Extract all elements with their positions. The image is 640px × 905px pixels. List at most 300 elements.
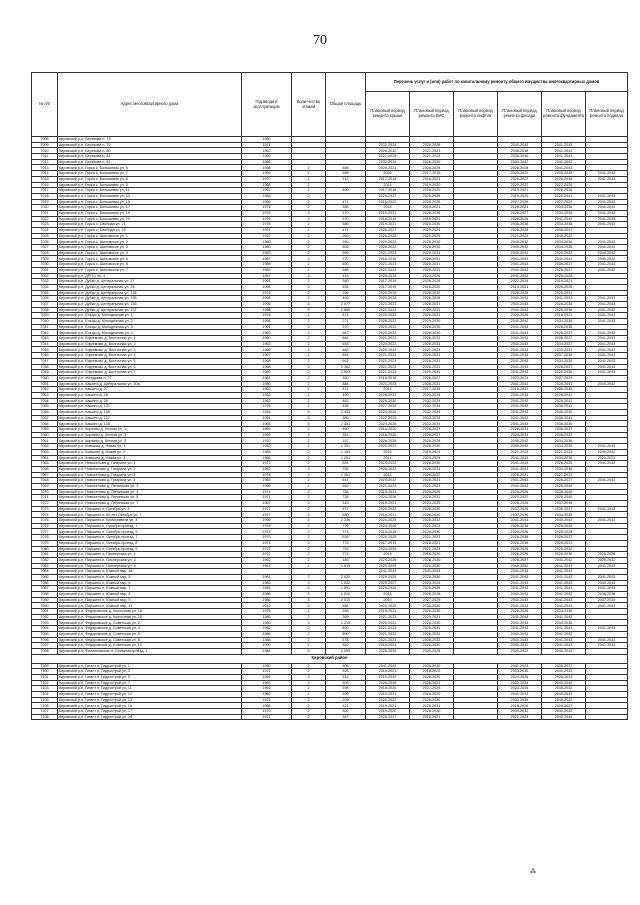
table-cell: 1980 <box>242 614 292 620</box>
table-cell: 3 <box>292 273 326 279</box>
table-cell: 2041-2043 <box>542 580 586 586</box>
table-cell: 2026-2028 <box>410 142 454 148</box>
table-cell: 2023-2024 <box>498 375 542 381</box>
table-cell: Кировский р-н, Ельцы д, Молодежная ул, 3 <box>58 324 242 330</box>
table-cell: Кировский р-н, Паршино п, Южный мкр, 8 <box>58 592 242 598</box>
table-cell: 2024-2026 <box>498 686 542 692</box>
table-cell: 2040-2042 <box>542 686 586 692</box>
table-cell: 2026-2027 <box>410 432 454 438</box>
table-cell: 2 <box>292 267 326 273</box>
table-cell: 302 <box>326 709 366 715</box>
table-cell: 2026-2031 <box>410 626 454 632</box>
table-cell: 7077 <box>32 529 58 535</box>
table-cell: 2026-2027 <box>410 375 454 381</box>
table-cell: 2026-2030 <box>410 697 454 703</box>
table-cell: 2019-2021 <box>542 279 586 285</box>
table-cell: 5 <box>292 421 326 427</box>
table-cell: 398 <box>326 686 366 692</box>
table-cell: Кировский р-н, Гигант п, Гидрострой ул, 15 <box>58 703 242 709</box>
table-cell: Кировский р-н, Дубки д, Центральная ул, 136 <box>58 301 242 307</box>
table-cell: 7037 <box>32 301 58 307</box>
table-cell: 418 <box>326 273 366 279</box>
table-cell: 1960 <box>242 245 292 251</box>
table-cell: 1954 <box>242 284 292 290</box>
table-cell: 2026-2030 <box>410 709 454 715</box>
table-cell: 2020-2025 <box>410 501 454 507</box>
table-cell: 2026-2026 <box>498 552 542 558</box>
table-cell: 2041-2043 <box>498 256 542 262</box>
table-cell: 7020 <box>32 205 58 211</box>
table-cell: 2024-2026 <box>366 421 410 427</box>
table-cell: 1962 <box>242 148 292 154</box>
table-cell: 2036-2040 <box>542 421 586 427</box>
table-cell: 2041-2043 <box>542 643 586 649</box>
table-cell: 1970 <box>242 438 292 444</box>
table-cell: 2026-2030 <box>410 620 454 626</box>
table-cell: 2026-2026 <box>498 703 542 709</box>
table-cell: 1963 <box>242 330 292 336</box>
table-cell: 2 <box>292 692 326 698</box>
table-cell: 2021-2023 <box>410 523 454 529</box>
table-cell: 2019-2020 <box>366 709 410 715</box>
table-cell: 2021-2023 <box>410 535 454 541</box>
table-cell: 1978 <box>242 472 292 478</box>
table-cell: 2014 <box>366 455 410 461</box>
table-cell: 2021-2023 <box>366 262 410 268</box>
table-cell: 2027-2029 <box>366 404 410 410</box>
table-cell: 1981 <box>242 574 292 580</box>
table-cell: 793 <box>326 546 366 552</box>
table-cell: 2027-2029 <box>542 199 586 205</box>
table-cell: 7042 <box>32 330 58 336</box>
table-cell: 2026-2030 <box>410 609 454 615</box>
table-cell: Кировский р-н, Кашино д, 27 <box>58 387 242 393</box>
table-cell: 1 251 <box>326 444 366 450</box>
table-cell: 2041-2043 <box>498 415 542 421</box>
table-cell: 7101 <box>32 674 58 680</box>
table-cell: 986 <box>326 603 366 609</box>
table-cell: 7056 <box>32 410 58 416</box>
table-cell: 2019-2021 <box>366 669 410 675</box>
table-cell: 1971 <box>242 495 292 501</box>
table-cell: 1961 <box>242 324 292 330</box>
table-cell: 1937 <box>242 233 292 239</box>
header-services-group: Перечень услуг и (или) работ по капитальному ремонту общего имущества многоквартирных домов <box>366 73 628 92</box>
table-cell: 2021-2023 <box>366 336 410 342</box>
table-cell: 1 261 <box>326 472 366 478</box>
table-cell: 2016-2020 <box>366 686 410 692</box>
table-cell: 2041-2043 <box>498 592 542 598</box>
table-cell: 2041-2043 <box>498 461 542 467</box>
table-cell: 2034-2036 <box>542 444 586 450</box>
table-cell: 1975 <box>242 609 292 615</box>
table-cell: Кировский р-н, Дубки д, Центральная ул, 28 <box>58 284 242 290</box>
table-cell: 7013 <box>32 165 58 171</box>
table-cell: 2015 <box>366 205 410 211</box>
table-cell: 2026-2030 <box>366 148 410 154</box>
table-cell: 2041-2043 <box>498 392 542 398</box>
table-cell: 7102 <box>32 680 58 686</box>
table-cell: 2041-2043 <box>586 364 628 370</box>
table-cell: 2 <box>292 449 326 455</box>
table-cell: 2019-2020 <box>366 674 410 680</box>
table-cell: 2032-2034 <box>410 398 454 404</box>
table-cell: 654 <box>326 353 366 359</box>
table-cell: Кировский р-н, ДРП-1 нп, 4 <box>58 273 242 279</box>
table-cell: 2021-2023 <box>498 449 542 455</box>
table-cell: Кировский р-н, Горка с, Большевик ул, 8 <box>58 176 242 182</box>
table-cell: 5 <box>292 410 326 416</box>
table-cell: 1983 <box>242 250 292 256</box>
table-cell: 7104 <box>32 692 58 698</box>
table-cell: 2 <box>292 478 326 484</box>
table-cell: Кировский р-н, Ефремово д, Восточная ул, 5 <box>58 358 242 364</box>
table-cell: 2041-2043 <box>586 199 628 205</box>
table-cell: 7040 <box>32 319 58 325</box>
table-cell: 2015 <box>366 449 410 455</box>
table-cell: 351 <box>326 432 366 438</box>
table-cell: 2029-2034 <box>410 392 454 398</box>
table-cell: 3 <box>292 597 326 603</box>
table-cell: 2 <box>292 324 326 330</box>
table-cell: 736 <box>326 489 366 495</box>
table-cell: 471 <box>326 199 366 205</box>
table-cell: 2 382 <box>326 364 366 370</box>
table-cell: 1952 <box>242 398 292 404</box>
table-cell: 2041-2043 <box>586 370 628 376</box>
table-cell: 1984 <box>242 648 292 654</box>
table-cell: 2041-2043 <box>410 569 454 575</box>
table-cell: 1963 <box>242 341 292 347</box>
table-cell: 2041-2043 <box>498 569 542 575</box>
table-cell: 2 <box>292 714 326 720</box>
table-cell: 658 <box>326 165 366 171</box>
table-cell: 2041-2043 <box>542 597 586 603</box>
table-cell: 765 <box>326 466 366 472</box>
table-cell: 7060 <box>32 432 58 438</box>
table-cell: Кировский р-н, Киреево д, Лесная ул, 3 <box>58 432 242 438</box>
table-cell: 7016 <box>32 182 58 188</box>
table-cell: 471 <box>326 228 366 234</box>
table-cell: 2026-2021 <box>498 205 542 211</box>
table-cell: 7099 <box>32 663 58 669</box>
table-cell: 1952 <box>242 392 292 398</box>
table-cell: 1 891 <box>326 586 366 592</box>
table-cell: 2 <box>292 461 326 467</box>
table-cell: 2041-2043 <box>498 692 542 698</box>
table-cell: 2026-2037 <box>542 364 586 370</box>
table-cell: 2020-2030 <box>410 222 454 228</box>
table-cell: 7012 <box>32 159 58 165</box>
table-cell: 2016-2021 <box>410 714 454 720</box>
table-cell: 884 <box>326 381 366 387</box>
table-cell: 1954 <box>242 415 292 421</box>
table-cell: Кировский р-н, Федоровское д, Советская ул, 10 <box>58 643 242 649</box>
table-cell: 2 <box>292 290 326 296</box>
table-cell: 2 <box>292 483 326 489</box>
table-cell: 2021-2023 <box>366 364 410 370</box>
table-cell: 2 <box>292 669 326 675</box>
table-cell: 2 <box>292 540 326 546</box>
table-cell: Кировский р-н, Гигант п, Гидрострой ул, 11 <box>58 686 242 692</box>
table-cell: Кировский р-н, Кашино д, 136 <box>58 410 242 416</box>
table-cell: 1978 <box>242 222 292 228</box>
table-cell: 7052 <box>32 387 58 393</box>
table-cell: 2041-2043 <box>498 364 542 370</box>
table-cell: 2 <box>292 398 326 404</box>
table-cell: 2019-2021 <box>366 210 410 216</box>
table-cell: 7031 <box>32 267 58 273</box>
table-cell: 565 <box>326 245 366 251</box>
table-cell: 2034-2036 <box>542 245 586 251</box>
table-cell: 2026-2026 <box>498 529 542 535</box>
table-cell: 2 <box>292 643 326 649</box>
table-cell: Кировский р-н, Березова п, 79 <box>58 142 242 148</box>
table-cell: 2 <box>292 626 326 632</box>
table-cell: 7033 <box>32 279 58 285</box>
table-cell: 1971 <box>242 669 292 675</box>
table-cell: 7048 <box>32 364 58 370</box>
table-cell: 2034-2036 <box>542 438 586 444</box>
table-cell: 2026-2022 <box>366 392 410 398</box>
table-cell: 7028 <box>32 250 58 256</box>
table-cell: 2 <box>292 637 326 643</box>
table-cell: 2026-2026 <box>586 552 628 558</box>
table-cell: 653 <box>326 341 366 347</box>
table-cell: 2041-2043 <box>498 597 542 603</box>
table-cell: Кировский р-н, Дубки д, Центральная ул, 27 <box>58 279 242 285</box>
table-cell: Кировский р-н, Паршино п, Пионерская ул, 2 <box>58 557 242 563</box>
table-cell: 2 <box>292 495 326 501</box>
table-cell: 2040-2043 <box>586 580 628 586</box>
table-cell: Кировский р-н, Жердевка п, 27 <box>58 375 242 381</box>
table-cell: 2040-2042 <box>542 714 586 720</box>
table-cell: 2021-2023 <box>410 148 454 154</box>
table-cell: 712 <box>326 176 366 182</box>
table-cell: 2020-2025 <box>410 233 454 239</box>
table-cell: 2041-2043 <box>586 267 628 273</box>
table-cell: 321 <box>326 703 366 709</box>
table-cell: 2022-2024 <box>498 279 542 285</box>
table-cell: 2040-2042 <box>542 557 586 563</box>
table-cell: Кировский р-н, Паршино п, Южный мкр, 6 <box>58 580 242 586</box>
table-cell: 2026-2027 <box>542 267 586 273</box>
table-cell: 2024-2026 <box>410 273 454 279</box>
table-cell: 271 <box>326 319 366 325</box>
table-cell: 2026-2028 <box>410 165 454 171</box>
table-cell: 2 <box>292 472 326 478</box>
table-cell: Кировский р-н, Паршино п, Октябрь ул, 3 <box>58 506 242 512</box>
table-cell: 490 <box>326 188 366 194</box>
table-cell: 2021-2023 <box>366 353 410 359</box>
table-cell: 2 <box>292 336 326 342</box>
table-cell: 588 <box>326 267 366 273</box>
table-cell: 2 <box>292 709 326 715</box>
table-cell: 2026-2026 <box>498 489 542 495</box>
table-cell: 2033-2035 <box>498 697 542 703</box>
table-cell: 2 <box>292 392 326 398</box>
table-cell: 2040-2042 <box>586 381 628 387</box>
table-cell: Кировский р-н, Ефремово д, Восточная ул, 2 <box>58 341 242 347</box>
table-cell: 2026-2041 <box>542 290 586 296</box>
table-cell: 7085 <box>32 574 58 580</box>
table-cell: 2026-2028 <box>366 233 410 239</box>
table-cell: 2 <box>292 432 326 438</box>
table-cell: 1976 <box>242 290 292 296</box>
table-cell: 1977 <box>242 506 292 512</box>
table-cell: 2030-2032 <box>498 709 542 715</box>
header-lift: Плановый период ремонта лифтов <box>454 92 498 137</box>
table-cell: 2026-2028 <box>366 680 410 686</box>
table-cell: 2014 <box>366 592 410 598</box>
table-cell: 7011 <box>32 154 58 160</box>
table-cell: 662 <box>326 358 366 364</box>
table-cell: 2026-2030 <box>366 398 410 404</box>
table-cell: 2041-2043 <box>586 171 628 177</box>
table-cell: 2 <box>292 245 326 251</box>
table-cell: 2041-2043 <box>586 262 628 268</box>
table-cell: 2026-2028 <box>410 438 454 444</box>
section-title: Кировский район <box>32 654 628 663</box>
table-cell: 589 <box>326 171 366 177</box>
table-cell: 2041-2043 <box>586 461 628 467</box>
table-cell: 2036-2038 <box>498 148 542 154</box>
table-cell: 2027-2029 <box>410 597 454 603</box>
table-cell: 2026-2038 <box>498 523 542 529</box>
table-cell: 1962 <box>242 188 292 194</box>
table-cell: 2026-2030 <box>410 324 454 330</box>
header-address: Адрес многоквартирного дома <box>58 73 242 137</box>
table-cell: 2032-2034 <box>366 159 410 165</box>
table-cell: 2041-2043 <box>586 336 628 342</box>
table-cell: Кировский р-н, Федоровское д, Советская ул, 8 <box>58 637 242 643</box>
table-cell: 2040-2042 <box>498 245 542 251</box>
table-cell: 2041-2043 <box>542 216 586 222</box>
table-cell: 7103 <box>32 686 58 692</box>
table-cell: 7010 <box>32 148 58 154</box>
table-cell: Кировский р-н, Горка с, Большевик ул, 20 <box>58 216 242 222</box>
table-cell: 2027-2029 <box>542 375 586 381</box>
table-cell: 2041-2043 <box>542 603 586 609</box>
table-cell: 641 <box>326 478 366 484</box>
table-cell: 1971 <box>242 142 292 148</box>
table-cell: 2020-2025 <box>366 574 410 580</box>
table-cell: 2021-2023 <box>366 307 410 313</box>
table-cell: 2026-2027 <box>366 228 410 234</box>
table-cell: 1971 <box>242 714 292 720</box>
table-cell: 1963 <box>242 680 292 686</box>
table-cell: 5 <box>292 307 326 313</box>
table-cell: 2 <box>292 455 326 461</box>
table-cell: 2041-2043 <box>586 637 628 643</box>
table-cell: 1960 <box>242 336 292 342</box>
table-cell: 2 <box>292 313 326 319</box>
table-cell: 2026-2020 <box>410 674 454 680</box>
table-cell: 2041-2043 <box>586 444 628 450</box>
table-cell: 7084 <box>32 569 58 575</box>
table-cell: 2 <box>292 614 326 620</box>
table-cell: 2026-2030 <box>410 643 454 649</box>
table-cell: 2041-2043 <box>498 586 542 592</box>
table-cell: 2041-2043 <box>498 307 542 313</box>
table-cell: Кировский р-н, Паршино п, Пионерская ул, 1 <box>58 552 242 558</box>
table-cell: 1976 <box>242 313 292 319</box>
table-cell: 205 <box>326 697 366 703</box>
table-header <box>32 73 628 137</box>
table-cell: 7047 <box>32 358 58 364</box>
table-cell: 2036-2037 <box>542 506 586 512</box>
table-cell: 7095 <box>32 631 58 637</box>
table-cell: 2 <box>292 279 326 285</box>
table-cell: 2 885 <box>326 307 366 313</box>
table-cell: 7054 <box>32 398 58 404</box>
table-cell: 197 <box>326 438 366 444</box>
table-cell: Кировский р-н, Паршино п, Октябрь проезд, 7 <box>58 535 242 541</box>
table-cell: 2032-2034 <box>410 410 454 416</box>
table-cell: 7041 <box>32 324 58 330</box>
table-cell: 2 <box>292 501 326 507</box>
table-cell: 2021-2023 <box>366 381 410 387</box>
table-cell: 2026-2030 <box>410 506 454 512</box>
table-cell: 2026-2028 <box>542 529 586 535</box>
table-cell: Кировский р-н, Березова п, 82 <box>58 159 242 165</box>
table-cell: 5 <box>292 648 326 654</box>
table-cell: 2016-2020 <box>410 552 454 558</box>
table-cell: 663 <box>326 347 366 353</box>
table-cell: 2026-2030 <box>410 663 454 669</box>
table-cell: 2 <box>292 697 326 703</box>
table-cell: 2026-2030 <box>410 512 454 518</box>
table-cell: 7065 <box>32 461 58 467</box>
table-cell: 2026-2028 <box>498 216 542 222</box>
table-cell: 1963 <box>242 563 292 569</box>
table-cell: 2019-2021 <box>410 216 454 222</box>
table-cell: 2026-2031 <box>542 540 586 546</box>
table-cell: 7091 <box>32 609 58 615</box>
table-cell: 1982 <box>242 580 292 586</box>
table-cell: Кировский р-н, Гигант п, Гидрострой ул, 13 <box>58 697 242 703</box>
table-cell: 569 <box>326 250 366 256</box>
table-cell: 2033-2035 <box>498 669 542 675</box>
table-cell: 2041-2043 <box>586 518 628 524</box>
table-cell: 2026-2022 <box>366 319 410 325</box>
table-cell: 2026-2030 <box>410 461 454 467</box>
table-cell: 2041-2043 <box>498 421 542 427</box>
table-cell: 2026-2027 <box>410 427 454 433</box>
table-cell: 2041-2043 <box>542 148 586 154</box>
table-cell: 2026-2028 <box>410 296 454 302</box>
table-cell: 2 <box>292 358 326 364</box>
table-cell: 205 <box>326 692 366 698</box>
table-cell: 2026-2032 <box>410 290 454 296</box>
table-cell: 3 <box>292 580 326 586</box>
table-cell: 2 <box>292 182 326 188</box>
table-cell: 567 <box>326 330 366 336</box>
table-cell: 2026-2028 <box>410 279 454 285</box>
table-cell: Кировский р-н, Гигант п, Гидрострой ул, 7 <box>58 680 242 686</box>
table-cell: 7108 <box>32 714 58 720</box>
table-cell: 2021-2023 <box>498 714 542 720</box>
header-basement: Плановый период ремонта подвала <box>586 92 628 137</box>
table-cell: 7073 <box>32 506 58 512</box>
table-cell: 7067 <box>32 472 58 478</box>
table-cell: Кировский р-н, Горка с, Большевик ул, 9 <box>58 182 242 188</box>
header-num: № п/п <box>32 73 58 137</box>
table-cell: 2020-2022 <box>366 341 410 347</box>
table-cell: 7029 <box>32 256 58 262</box>
table-cell: Кировский р-н, Федоровское д, Советская ул, 6 <box>58 631 242 637</box>
table-cell: 2026-2028 <box>498 501 542 507</box>
